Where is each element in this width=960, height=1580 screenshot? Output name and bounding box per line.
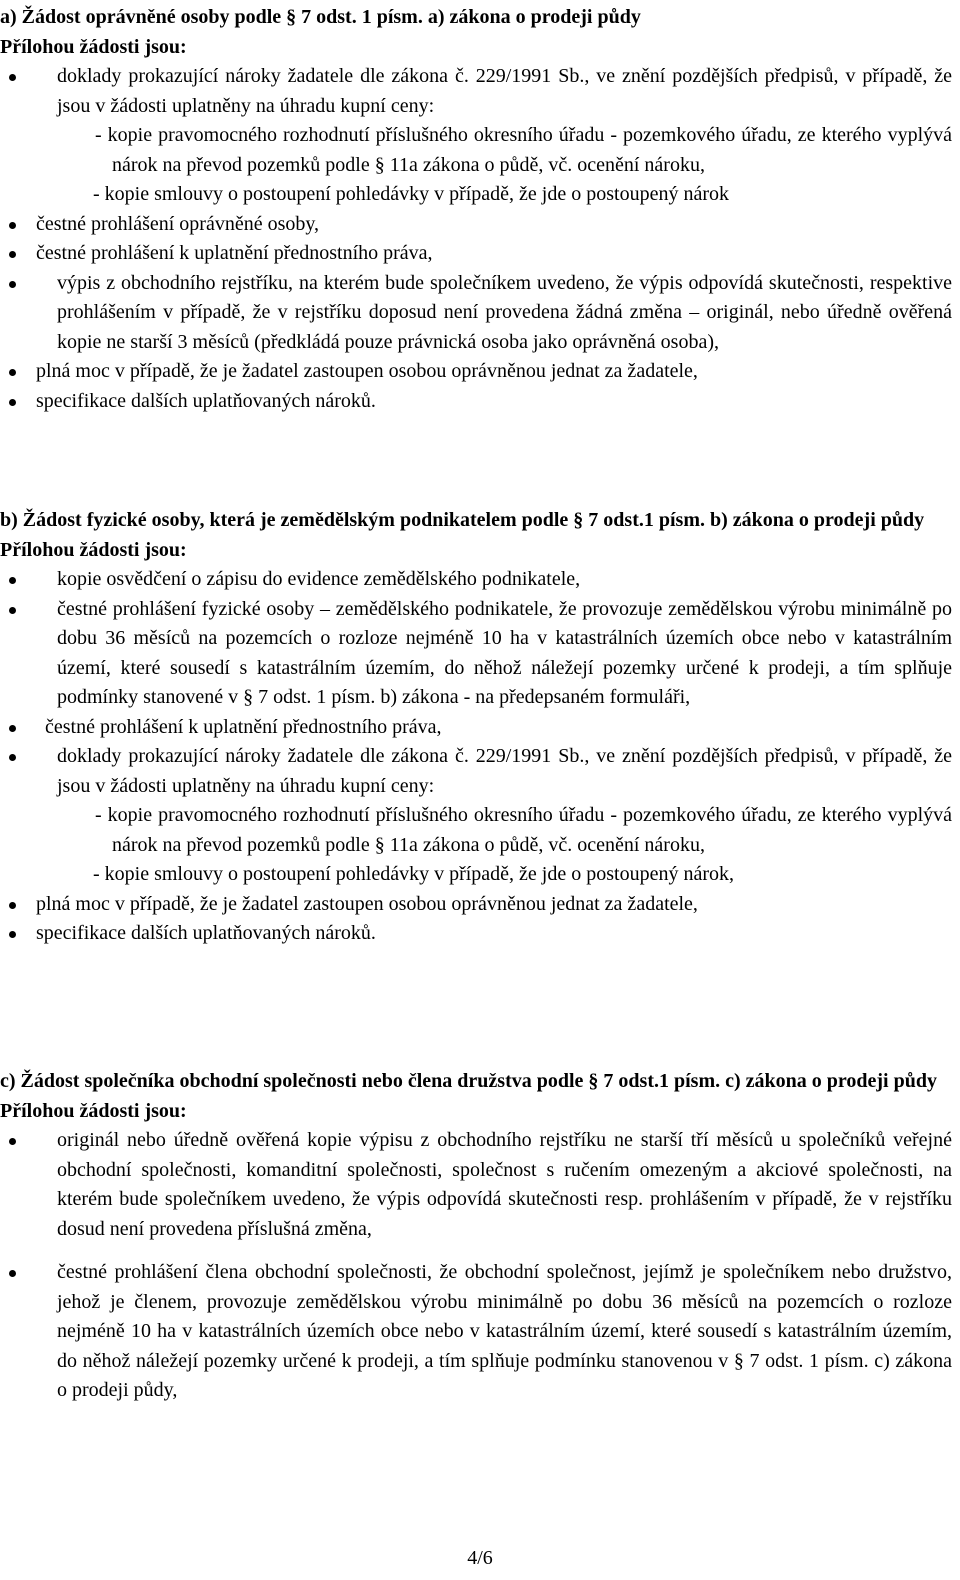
section-c-attachments-label: Přílohou žádosti jsou:: [0, 1099, 187, 1122]
section-b-item-2: čestné prohlášení fyzické osoby – zemědělského podnikatele, že provozuje zemědělskou výrobu minimálně po dobu 36 měsíců na pozemcích o rozloze nejméně 10 ha v katastrálních územích obce nebo v katastrálním území, které sousedí s katastrálním územím, do něhož náležejí pozemky určené k prodeji, a tím splňuje podmínky stanovené v § 7 odst. 1 písm. b) zákona - na předepsaném formuláři,: [57, 597, 952, 708]
section-c: [0, 1067, 952, 1406]
list-item: [0, 269, 952, 358]
list-item: [0, 595, 952, 713]
list-item: [0, 565, 952, 595]
list-item: [0, 1126, 952, 1244]
section-b-item-4: doklady prokazující nároky žadatele dle zákona č. 229/1991 Sb., ve znění pozdějších předpisů, v případě, že jsou v žádosti uplatněny na úhradu kupní ceny:: [57, 745, 952, 797]
section-b-item-4-sub-1: - kopie pravomocného rozhodnutí příslušného okresního úřadu - pozemkového úřadu, ze kterého vyplývá nárok na převod pozemků podle § 11a zákona o půdě, vč. ocenění nároku,: [95, 804, 952, 856]
list-item: [0, 387, 952, 417]
section-b: [0, 506, 952, 949]
section-a-item-5: plná moc v případě, že je žadatel zastoupen osobou oprávněnou jednat za žadatele,: [36, 360, 698, 382]
section-c-heading-text: c) Žádost společníka obchodní společnosti nebo člena družstva podle § 7 odst.1 písm. c) zákona o prodeji půdy: [0, 1070, 937, 1092]
section-a-item-6: specifikace dalších uplatňovaných nároků.: [36, 389, 376, 412]
list-item: [0, 1258, 952, 1406]
list-item: [0, 890, 952, 920]
section-b-item-4-sub-2: - kopie smlouvy o postoupení pohledávky v případě, že jde o postoupený nárok,: [93, 863, 734, 885]
section-b-item-3: čestné prohlášení k uplatnění přednostního práva,: [45, 715, 442, 738]
section-a-item-3: čestné prohlášení k uplatnění přednostního práva,: [36, 242, 433, 264]
section-a-attachments-label: Přílohou žádosti jsou:: [0, 35, 187, 58]
section-c-item-1: originál nebo úředně ověřená kopie výpisu z obchodního rejstříku ne starší tří měsíců u společníků veřejné obchodní společnosti, komanditní společnosti, společnost s ručením omezeným a akciové společnosti, na kterém bude společníkem uvedeno, že výpis odpovídá skutečnosti resp. prohlášením v případě, že v rejstříku dosud není provedena příslušná změna,: [57, 1129, 952, 1240]
section-a-item-1: doklady prokazující nároky žadatele dle zákona č. 229/1991 Sb., ve znění pozdějších předpisů, v případě, že jsou v žádosti uplatněny na úhradu kupní ceny:: [57, 65, 952, 117]
list-item: [0, 62, 952, 210]
list-item: [0, 742, 952, 890]
list-item: [0, 239, 952, 269]
section-a-item-2: čestné prohlášení oprávněné osoby,: [36, 212, 320, 235]
section-a-list: [0, 62, 952, 416]
page-number: 4/6: [467, 1547, 493, 1569]
section-a-item-4: výpis z obchodního rejstříku, na kterém bude společníkem uvedeno, že výpis odpovídá skutečnosti, respektive prohlášením v případě, že v rejstříku doposud není provedena žádná změna – originál, nebo úředně ověřená kopie ne starší 3 měsíců (předkládá pouze právnická osoba jako oprávněná osoba),: [57, 271, 952, 353]
section-c-item-2: čestné prohlášení člena obchodní společnosti, že obchodní společnost, jejímž je společníkem nebo družstvo, jehož je členem, provozuje zemědělskou výrobu minimálně po dobu 36 měsíců na pozemcích o rozloze nejméně 10 ha v katastrálních územích obce nebo v katastrálním území, které sousedí s katastrálním územím, do něhož náležejí pozemky určené k prodeji, a tím splňuje podmínku stanovenou v § 7 odst. 1 písm. c) zákona o prodeji půdy,: [57, 1261, 952, 1401]
list-item: [0, 919, 952, 949]
section-b-item-5: plná moc v případě, že je žadatel zastoupen osobou oprávněnou jednat za žadatele,: [36, 892, 698, 915]
section-b-heading: b) Žádost fyzické osoby, která je zemědělským podnikatelem podle § 7 odst.1 písm. b) zákona o prodeji půdy: [0, 509, 925, 531]
list-item: [0, 210, 952, 240]
section-a: [0, 3, 952, 416]
section-b-item-6: specifikace dalších uplatňovaných nároků.: [36, 922, 376, 944]
list-item: [0, 357, 952, 387]
section-a-heading: a) Žádost oprávněné osoby podle § 7 odst. 1 písm. a) zákona o prodeji půdy: [0, 6, 641, 28]
section-a-item-1-sub-2: - kopie smlouvy o postoupení pohledávky v případě, že jde o postoupený nárok: [93, 183, 729, 205]
section-c-list: [0, 1126, 952, 1406]
section-b-item-1: kopie osvědčení o zápisu do evidence zemědělského podnikatele,: [57, 568, 581, 590]
section-a-item-1-sub-1: - kopie pravomocného rozhodnutí příslušného okresního úřadu - pozemkového úřadu, ze kterého vyplývá nárok na převod pozemků podle § 11a zákona o půdě, vč. ocenění nároku,: [95, 124, 952, 176]
section-c-heading: [0, 1067, 952, 1097]
section-b-attachments-label: Přílohou žádosti jsou:: [0, 538, 187, 561]
list-item: [0, 713, 952, 743]
section-b-list: [0, 565, 952, 949]
